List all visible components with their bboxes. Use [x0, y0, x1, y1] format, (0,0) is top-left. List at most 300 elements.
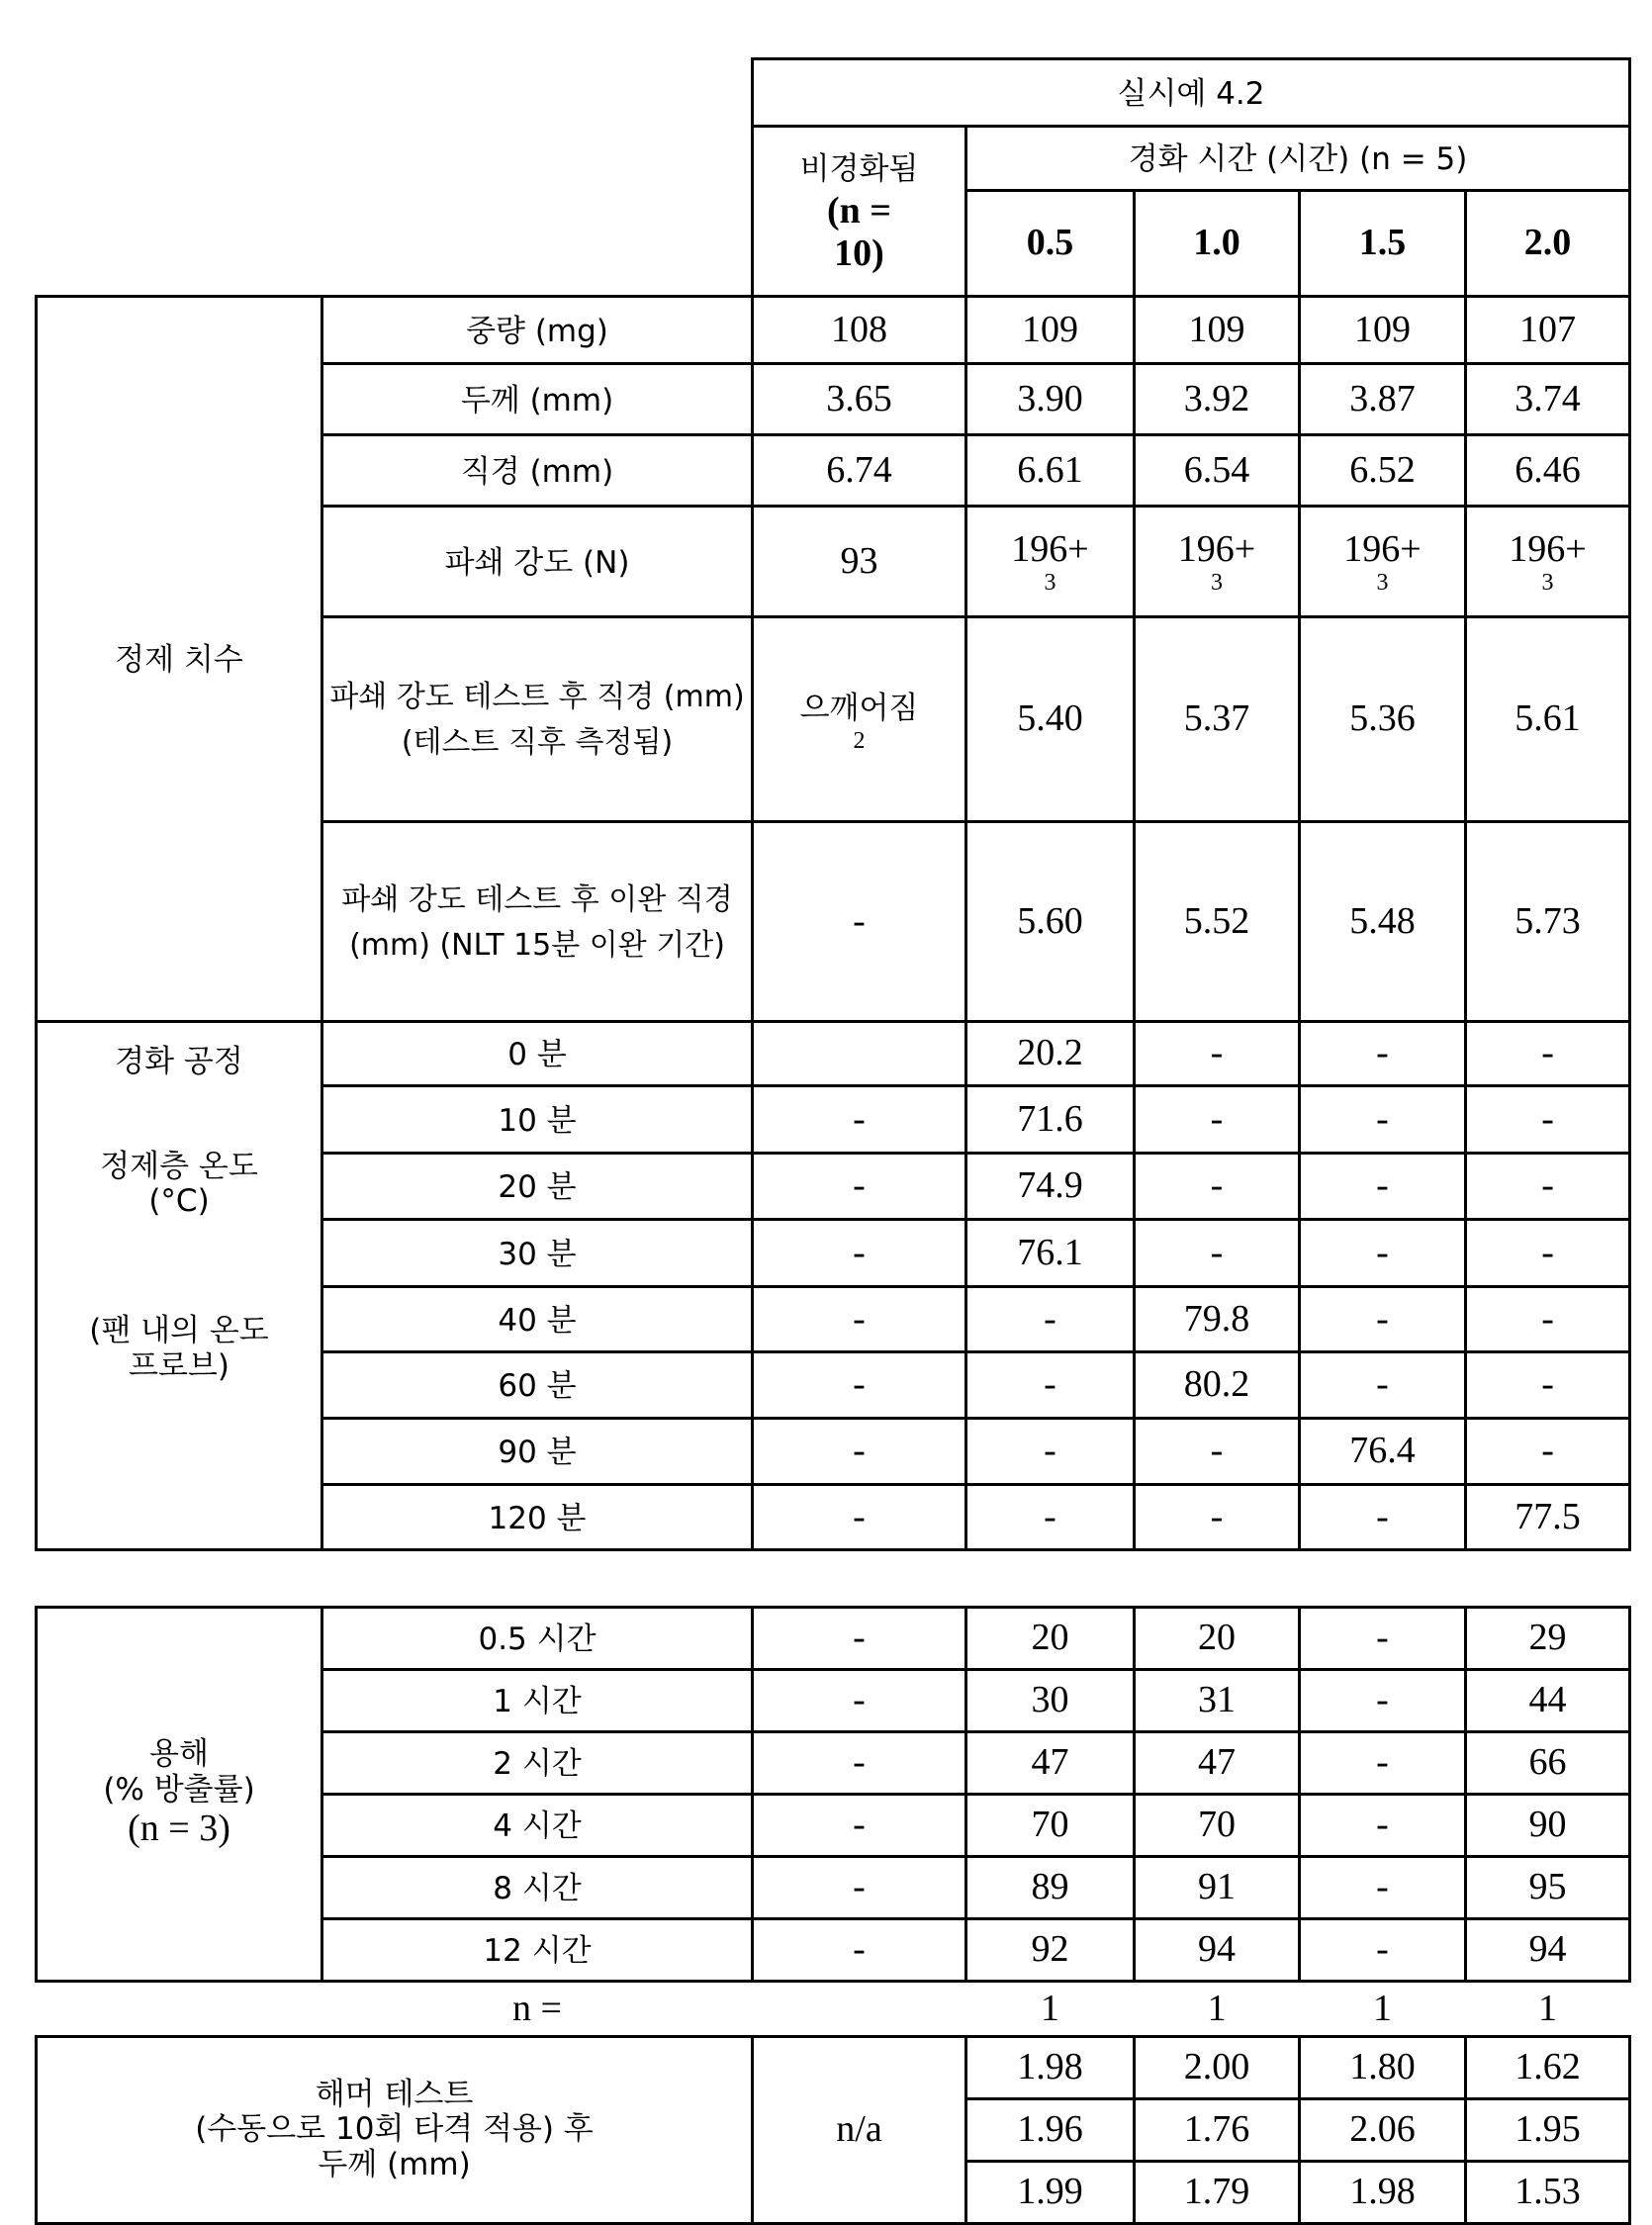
- value-cell: [1135, 1670, 1300, 1732]
- value-cell: [1466, 822, 1630, 1022]
- value-cell-text: -: [853, 1496, 866, 1537]
- value-cell-text: 2.06: [1349, 2108, 1416, 2150]
- value-cell: [1300, 1220, 1466, 1287]
- value-cell-text: 6.61: [1017, 449, 1083, 491]
- value-cell-text: -: [853, 1363, 866, 1405]
- value-cell: [1135, 1154, 1300, 1220]
- value-cell: [1135, 435, 1300, 507]
- row-label: [322, 1352, 753, 1419]
- value-cell: [966, 1154, 1135, 1220]
- value-cell: [753, 1795, 966, 1857]
- value-cell: [1135, 2099, 1300, 2162]
- row-label: [322, 1287, 753, 1352]
- value-cell: [753, 1086, 966, 1154]
- value-cell: [966, 297, 1135, 364]
- value-cell: [1135, 1022, 1300, 1086]
- value-cell: [1135, 1608, 1300, 1670]
- value-cell: [1466, 1795, 1630, 1857]
- value-cell-text: -: [1541, 1298, 1554, 1340]
- n-value: [1300, 1982, 1466, 2037]
- value-cell: [1466, 1419, 1630, 1485]
- value-cell: [1135, 507, 1300, 617]
- value-cell: [1135, 297, 1300, 364]
- value-cell: [1300, 2037, 1466, 2099]
- value-cell-text: -: [1376, 1866, 1389, 1907]
- value-cell-text: 20: [1198, 1617, 1236, 1658]
- value-cell-text: 1.98: [1017, 2046, 1083, 2087]
- dissolution-label: (% 방출률): [38, 1773, 321, 1808]
- value-cell-text: 109: [1189, 309, 1245, 350]
- table-row: [37, 2037, 1630, 2099]
- value-cell: [1135, 1086, 1300, 1154]
- row-label-text: 파쇄 강도 테스트 후 이완 직경 (mm) (NLT 15분 이완 기간): [341, 882, 732, 963]
- value-cell-text: 3.74: [1514, 378, 1581, 419]
- value-cell: [1466, 1732, 1630, 1795]
- value-cell-text: 5.60: [1017, 900, 1083, 942]
- dissolution-label: 용해: [38, 1737, 321, 1773]
- row-label-text: 중량 (mg): [466, 314, 608, 349]
- value-cell: [1466, 1670, 1630, 1732]
- hammer-label-line: 두께 (mm): [38, 2148, 751, 2183]
- row-label: [322, 1919, 753, 1982]
- value-cell: [1466, 435, 1630, 507]
- row-label-text: 파쇄 강도 테스트 후 직경 (mm) (테스트 직후 측정됨): [329, 680, 744, 760]
- value-cell-text: -: [1376, 1298, 1389, 1340]
- value-cell-text: 3.92: [1184, 378, 1250, 419]
- value-cell-text: -: [1376, 1928, 1389, 1970]
- row-label: [322, 822, 753, 1022]
- value-cell: [966, 1670, 1135, 1732]
- value-cell: [966, 1086, 1135, 1154]
- value-cell-text: 109: [1354, 309, 1411, 350]
- value-cell: [1300, 1022, 1466, 1086]
- value-cell: [1300, 1419, 1466, 1485]
- value-cell: [1135, 1287, 1300, 1352]
- value-cell: [1466, 1086, 1630, 1154]
- row-label: [322, 1022, 753, 1086]
- value-cell: [1135, 822, 1300, 1022]
- value-cell-text: 1.80: [1349, 2046, 1416, 2087]
- value-cell: [1135, 617, 1300, 822]
- cure-time-col-header-text: 2.0: [1524, 222, 1572, 263]
- value-cell: [1466, 1608, 1630, 1670]
- value-cell: [1300, 297, 1466, 364]
- value-cell-text: 1.99: [1017, 2171, 1083, 2212]
- row-label: [322, 297, 753, 364]
- value-cell: [1466, 1857, 1630, 1919]
- footnote-ref: 3: [1467, 571, 1628, 595]
- value-cell: [1300, 2099, 1466, 2162]
- value-cell-text: 70: [1198, 1804, 1236, 1845]
- row-label-text: 4 시간: [493, 1808, 581, 1844]
- row-label-text: 1 시간: [493, 1684, 581, 1719]
- table-row: [37, 1022, 1630, 1086]
- value-cell-text: -: [853, 1741, 866, 1783]
- n-row-blank: [753, 1982, 966, 2037]
- value-cell: [753, 1419, 966, 1485]
- value-cell-text: 31: [1198, 1679, 1236, 1720]
- value-cell: [1135, 2162, 1300, 2224]
- value-cell-text: 196+: [1509, 528, 1586, 570]
- value-cell-text: 5.37: [1184, 697, 1250, 739]
- value-cell: [753, 435, 966, 507]
- main-table: [35, 57, 1631, 1551]
- value-cell-text: -: [1044, 1496, 1056, 1537]
- value-cell: [966, 1419, 1135, 1485]
- value-cell: [1300, 1352, 1466, 1419]
- value-cell: [1300, 1919, 1466, 1982]
- footnote-ref: 3: [1301, 571, 1464, 595]
- value-cell: [966, 617, 1135, 822]
- value-cell-text: -: [1211, 1496, 1224, 1537]
- value-cell: [966, 1857, 1135, 1919]
- value-cell-text: 92: [1032, 1928, 1069, 1970]
- value-cell: [966, 507, 1135, 617]
- value-cell: [753, 364, 966, 435]
- value-cell-text: -: [1541, 1232, 1554, 1273]
- value-cell-text: -: [1211, 1032, 1224, 1073]
- value-cell-text: 70: [1032, 1804, 1069, 1845]
- value-cell: [753, 1154, 966, 1220]
- value-cell-text: 으깨어짐: [800, 691, 919, 726]
- row-label: [322, 1419, 753, 1485]
- value-cell: [1300, 507, 1466, 617]
- curing-label-3: (팬 내의 온도 프로브): [70, 1314, 288, 1384]
- value-cell: [1466, 1287, 1630, 1352]
- value-cell-text: 6.52: [1349, 449, 1416, 491]
- value-cell-text: 29: [1529, 1617, 1567, 1658]
- row-label-text: 30 분: [498, 1237, 576, 1272]
- hammer-label-line: (수동으로 10회 타격 적용) 후: [38, 2112, 751, 2148]
- row-label-text: 직경 (mm): [461, 454, 613, 490]
- value-cell: [966, 364, 1135, 435]
- value-cell-text: 47: [1198, 1741, 1236, 1783]
- value-cell-text: 6.74: [826, 449, 892, 491]
- uncured-label: 비경화됨: [800, 151, 919, 187]
- value-cell: [753, 507, 966, 617]
- value-cell-text: -: [1044, 1298, 1056, 1340]
- value-cell-text: 5.73: [1514, 900, 1581, 942]
- n-value: [1466, 1982, 1630, 2037]
- row-label-text: 2 시간: [493, 1746, 581, 1782]
- row-label: [322, 1670, 753, 1732]
- value-cell-text: 74.9: [1017, 1164, 1083, 1206]
- value-cell: [1300, 822, 1466, 1022]
- value-cell-text: 3.87: [1349, 378, 1416, 419]
- row-label-text: 파쇄 강도 (N): [445, 545, 630, 581]
- value-cell: [1466, 1919, 1630, 1982]
- value-cell-text: 77.5: [1514, 1496, 1581, 1537]
- cure-time-col-header-text: 1.5: [1359, 222, 1407, 263]
- footnote-ref: 2: [754, 729, 964, 753]
- value-cell-text: 5.61: [1514, 697, 1581, 739]
- value-cell-text: 89: [1032, 1866, 1069, 1907]
- value-cell: [966, 1220, 1135, 1287]
- value-cell: [966, 1022, 1135, 1086]
- value-cell: [753, 822, 966, 1022]
- cure-time-label: 경화 시간 (시간) (n = 5): [1129, 141, 1468, 177]
- value-cell-text: -: [853, 1298, 866, 1340]
- value-cell-text: 76.1: [1017, 1232, 1083, 1273]
- n-value-text: 1: [1041, 1988, 1059, 2029]
- value-cell-text: 94: [1529, 1928, 1567, 1970]
- value-cell: [966, 435, 1135, 507]
- value-cell-text: 1.98: [1349, 2171, 1416, 2212]
- value-cell-text: -: [1211, 1164, 1224, 1206]
- value-cell-text: 30: [1032, 1679, 1069, 1720]
- value-cell-text: -: [1376, 1363, 1389, 1405]
- n-row-label: [322, 1982, 753, 2037]
- row-label-text: 20 분: [498, 1169, 576, 1205]
- hammer-uncured: [753, 2037, 966, 2224]
- value-cell-text: -: [1211, 1430, 1224, 1471]
- value-cell: [1300, 1086, 1466, 1154]
- value-cell-text: 6.46: [1514, 449, 1581, 491]
- value-cell-text: 20.2: [1017, 1032, 1083, 1073]
- example-label: 실시예 4.2: [1118, 76, 1265, 112]
- value-cell: [1135, 1919, 1300, 1982]
- value-cell-text: -: [853, 1804, 866, 1845]
- value-cell-text: -: [1211, 1232, 1224, 1273]
- n-value: [966, 1982, 1135, 2037]
- value-cell: [1300, 1608, 1466, 1670]
- value-cell-text: -: [853, 1232, 866, 1273]
- row-label: [322, 507, 753, 617]
- value-cell-text: 91: [1198, 1866, 1236, 1907]
- value-cell-text: -: [1376, 1098, 1389, 1140]
- value-cell-text: 196+: [1178, 528, 1255, 570]
- value-cell: [1466, 617, 1630, 822]
- value-cell: [966, 2037, 1135, 2099]
- value-cell-text: 3.90: [1017, 378, 1083, 419]
- value-cell: [1135, 1795, 1300, 1857]
- example-header: [753, 59, 1630, 127]
- n-value: [1135, 1982, 1300, 2037]
- value-cell: [1135, 2037, 1300, 2099]
- value-cell-text: -: [853, 900, 866, 942]
- hammer-uncured-text: n/a: [836, 2108, 881, 2150]
- value-cell-text: -: [1541, 1032, 1554, 1073]
- row-label: [322, 1485, 753, 1550]
- value-cell: [753, 1670, 966, 1732]
- value-cell-text: -: [853, 1866, 866, 1907]
- value-cell: [1135, 1485, 1300, 1550]
- uncured-header: [753, 127, 966, 297]
- value-cell: [1300, 1154, 1466, 1220]
- blank-corner: [37, 59, 753, 297]
- uncured-n: (n = 10): [805, 190, 914, 276]
- row-label: [322, 1154, 753, 1220]
- value-cell: [966, 1608, 1135, 1670]
- value-cell-text: 107: [1519, 309, 1576, 350]
- value-cell: [1466, 1220, 1630, 1287]
- value-cell: [966, 1919, 1135, 1982]
- value-cell-text: 90: [1529, 1804, 1567, 1845]
- value-cell-text: 94: [1198, 1928, 1236, 1970]
- value-cell-text: 1.62: [1514, 2046, 1581, 2087]
- tablet-group-label: [37, 297, 322, 1022]
- n-value-text: 1: [1373, 1988, 1392, 2029]
- value-cell-text: -: [1376, 1496, 1389, 1537]
- row-label-text: 12 시간: [483, 1933, 591, 1969]
- n-value-text: 1: [1208, 1988, 1227, 2029]
- value-cell: [753, 1485, 966, 1550]
- value-cell: [753, 1352, 966, 1419]
- value-cell: [1466, 507, 1630, 617]
- value-cell-text: 5.48: [1349, 900, 1416, 942]
- value-cell: [753, 1022, 966, 1086]
- cure-time-col-header-text: 0.5: [1027, 222, 1074, 263]
- value-cell: [1300, 1670, 1466, 1732]
- value-cell-text: 5.52: [1184, 900, 1250, 942]
- value-cell-text: -: [853, 1164, 866, 1206]
- value-cell: [1300, 1287, 1466, 1352]
- table-row: [37, 1608, 1630, 1670]
- value-cell: [966, 1485, 1135, 1550]
- row-label: [322, 1795, 753, 1857]
- value-cell: [1135, 364, 1300, 435]
- value-cell: [753, 1919, 966, 1982]
- row-label: [322, 1732, 753, 1795]
- value-cell-text: -: [853, 1617, 866, 1658]
- value-cell-text: 95: [1529, 1866, 1567, 1907]
- value-cell: [753, 297, 966, 364]
- value-cell-text: 1.53: [1514, 2171, 1581, 2212]
- value-cell: [1300, 617, 1466, 822]
- row-label: [322, 1086, 753, 1154]
- row-label-text: 60 분: [498, 1368, 576, 1404]
- value-cell: [1300, 435, 1466, 507]
- value-cell: [1135, 1352, 1300, 1419]
- value-cell: [1466, 2037, 1630, 2099]
- curing-group-label: [37, 1022, 322, 1550]
- value-cell: [753, 617, 966, 822]
- row-label: [322, 364, 753, 435]
- value-cell: [753, 1857, 966, 1919]
- row-label-text: 0 분: [507, 1037, 567, 1072]
- value-cell: [966, 2099, 1135, 2162]
- n-row-blank: [37, 1982, 322, 2037]
- dissolution-table: [35, 1606, 1631, 2225]
- row-label-text: 120 분: [489, 1501, 587, 1536]
- row-label: [322, 1608, 753, 1670]
- value-cell-text: 5.36: [1349, 697, 1416, 739]
- value-cell: [1300, 2162, 1466, 2224]
- tablet-group-label-text: 정제 치수: [115, 642, 243, 678]
- value-cell-text: 108: [831, 309, 887, 350]
- value-cell: [966, 2162, 1135, 2224]
- value-cell-text: -: [1376, 1164, 1389, 1206]
- cure-time-col-header-text: 1.0: [1193, 222, 1240, 263]
- value-cell-text: -: [1376, 1032, 1389, 1073]
- row-label-text: 8 시간: [493, 1871, 581, 1906]
- value-cell: [1300, 1732, 1466, 1795]
- row-label-text: 두께 (mm): [461, 383, 613, 418]
- cure-time-header: [966, 127, 1630, 191]
- value-cell-text: 196+: [1343, 528, 1421, 570]
- cure-time-col-header: [1135, 191, 1300, 297]
- value-cell: [753, 1732, 966, 1795]
- value-cell-text: -: [1044, 1430, 1056, 1471]
- curing-label-1: 경화 공정: [38, 1045, 321, 1080]
- value-cell-text: -: [1376, 1679, 1389, 1720]
- value-cell-text: 47: [1032, 1741, 1069, 1783]
- value-cell-text: 80.2: [1184, 1363, 1250, 1405]
- n-value-text: 1: [1538, 1988, 1557, 2029]
- n-row-label-text: n =: [512, 1988, 562, 2029]
- value-cell-text: 1.95: [1514, 2108, 1581, 2150]
- value-cell-text: 6.54: [1184, 449, 1250, 491]
- value-cell: [1466, 1022, 1630, 1086]
- value-cell: [966, 1352, 1135, 1419]
- row-label: [322, 435, 753, 507]
- value-cell-text: -: [853, 1098, 866, 1140]
- value-cell-text: -: [853, 1430, 866, 1471]
- value-cell: [1300, 1795, 1466, 1857]
- value-cell: [753, 1608, 966, 1670]
- value-cell: [1466, 1485, 1630, 1550]
- value-cell-text: 20: [1032, 1617, 1069, 1658]
- row-label-text: 10 분: [498, 1103, 576, 1139]
- value-cell-text: 66: [1529, 1741, 1567, 1783]
- dissolution-label: (n = 3): [38, 1808, 321, 1851]
- value-cell-text: -: [1376, 1741, 1389, 1783]
- row-label: [322, 1857, 753, 1919]
- value-cell-text: -: [1044, 1363, 1056, 1405]
- value-cell-text: -: [1541, 1164, 1554, 1206]
- value-cell: [753, 1287, 966, 1352]
- value-cell: [1135, 1857, 1300, 1919]
- value-cell-text: 109: [1022, 309, 1078, 350]
- value-cell: [1466, 1154, 1630, 1220]
- value-cell-text: 93: [841, 540, 878, 582]
- value-cell-text: 3.65: [826, 378, 892, 419]
- value-cell-text: 44: [1529, 1679, 1567, 1720]
- value-cell-text: -: [1541, 1430, 1554, 1471]
- value-cell: [1466, 297, 1630, 364]
- value-cell: [1135, 1732, 1300, 1795]
- value-cell-text: -: [1376, 1617, 1389, 1658]
- footnote-ref: 3: [967, 571, 1133, 595]
- value-cell-text: -: [1541, 1363, 1554, 1405]
- row-label-text: 90 분: [498, 1435, 576, 1470]
- value-cell: [1466, 2099, 1630, 2162]
- cure-time-col-header: [966, 191, 1135, 297]
- value-cell: [966, 1287, 1135, 1352]
- row-label-text: 40 분: [498, 1303, 576, 1339]
- value-cell-text: -: [1541, 1098, 1554, 1140]
- value-cell-text: 2.00: [1184, 2046, 1250, 2087]
- value-cell-text: 1.96: [1017, 2108, 1083, 2150]
- value-cell-text: 1.79: [1184, 2171, 1250, 2212]
- value-cell: [1466, 364, 1630, 435]
- value-cell: [1135, 1419, 1300, 1485]
- curing-label-2: 정제층 온도 (°C): [95, 1150, 263, 1220]
- value-cell: [1135, 1220, 1300, 1287]
- value-cell-text: 71.6: [1017, 1098, 1083, 1140]
- value-cell: [1466, 1352, 1630, 1419]
- hammer-label: [37, 2037, 753, 2224]
- value-cell: [966, 1732, 1135, 1795]
- value-cell-text: 196+: [1011, 528, 1088, 570]
- row-label: [322, 1220, 753, 1287]
- value-cell: [1300, 1857, 1466, 1919]
- value-cell-text: 1.76: [1184, 2108, 1250, 2150]
- dissolution-group-label: [37, 1608, 322, 1982]
- value-cell-text: -: [1376, 1232, 1389, 1273]
- value-cell: [966, 1795, 1135, 1857]
- value-cell-text: 79.8: [1184, 1298, 1250, 1340]
